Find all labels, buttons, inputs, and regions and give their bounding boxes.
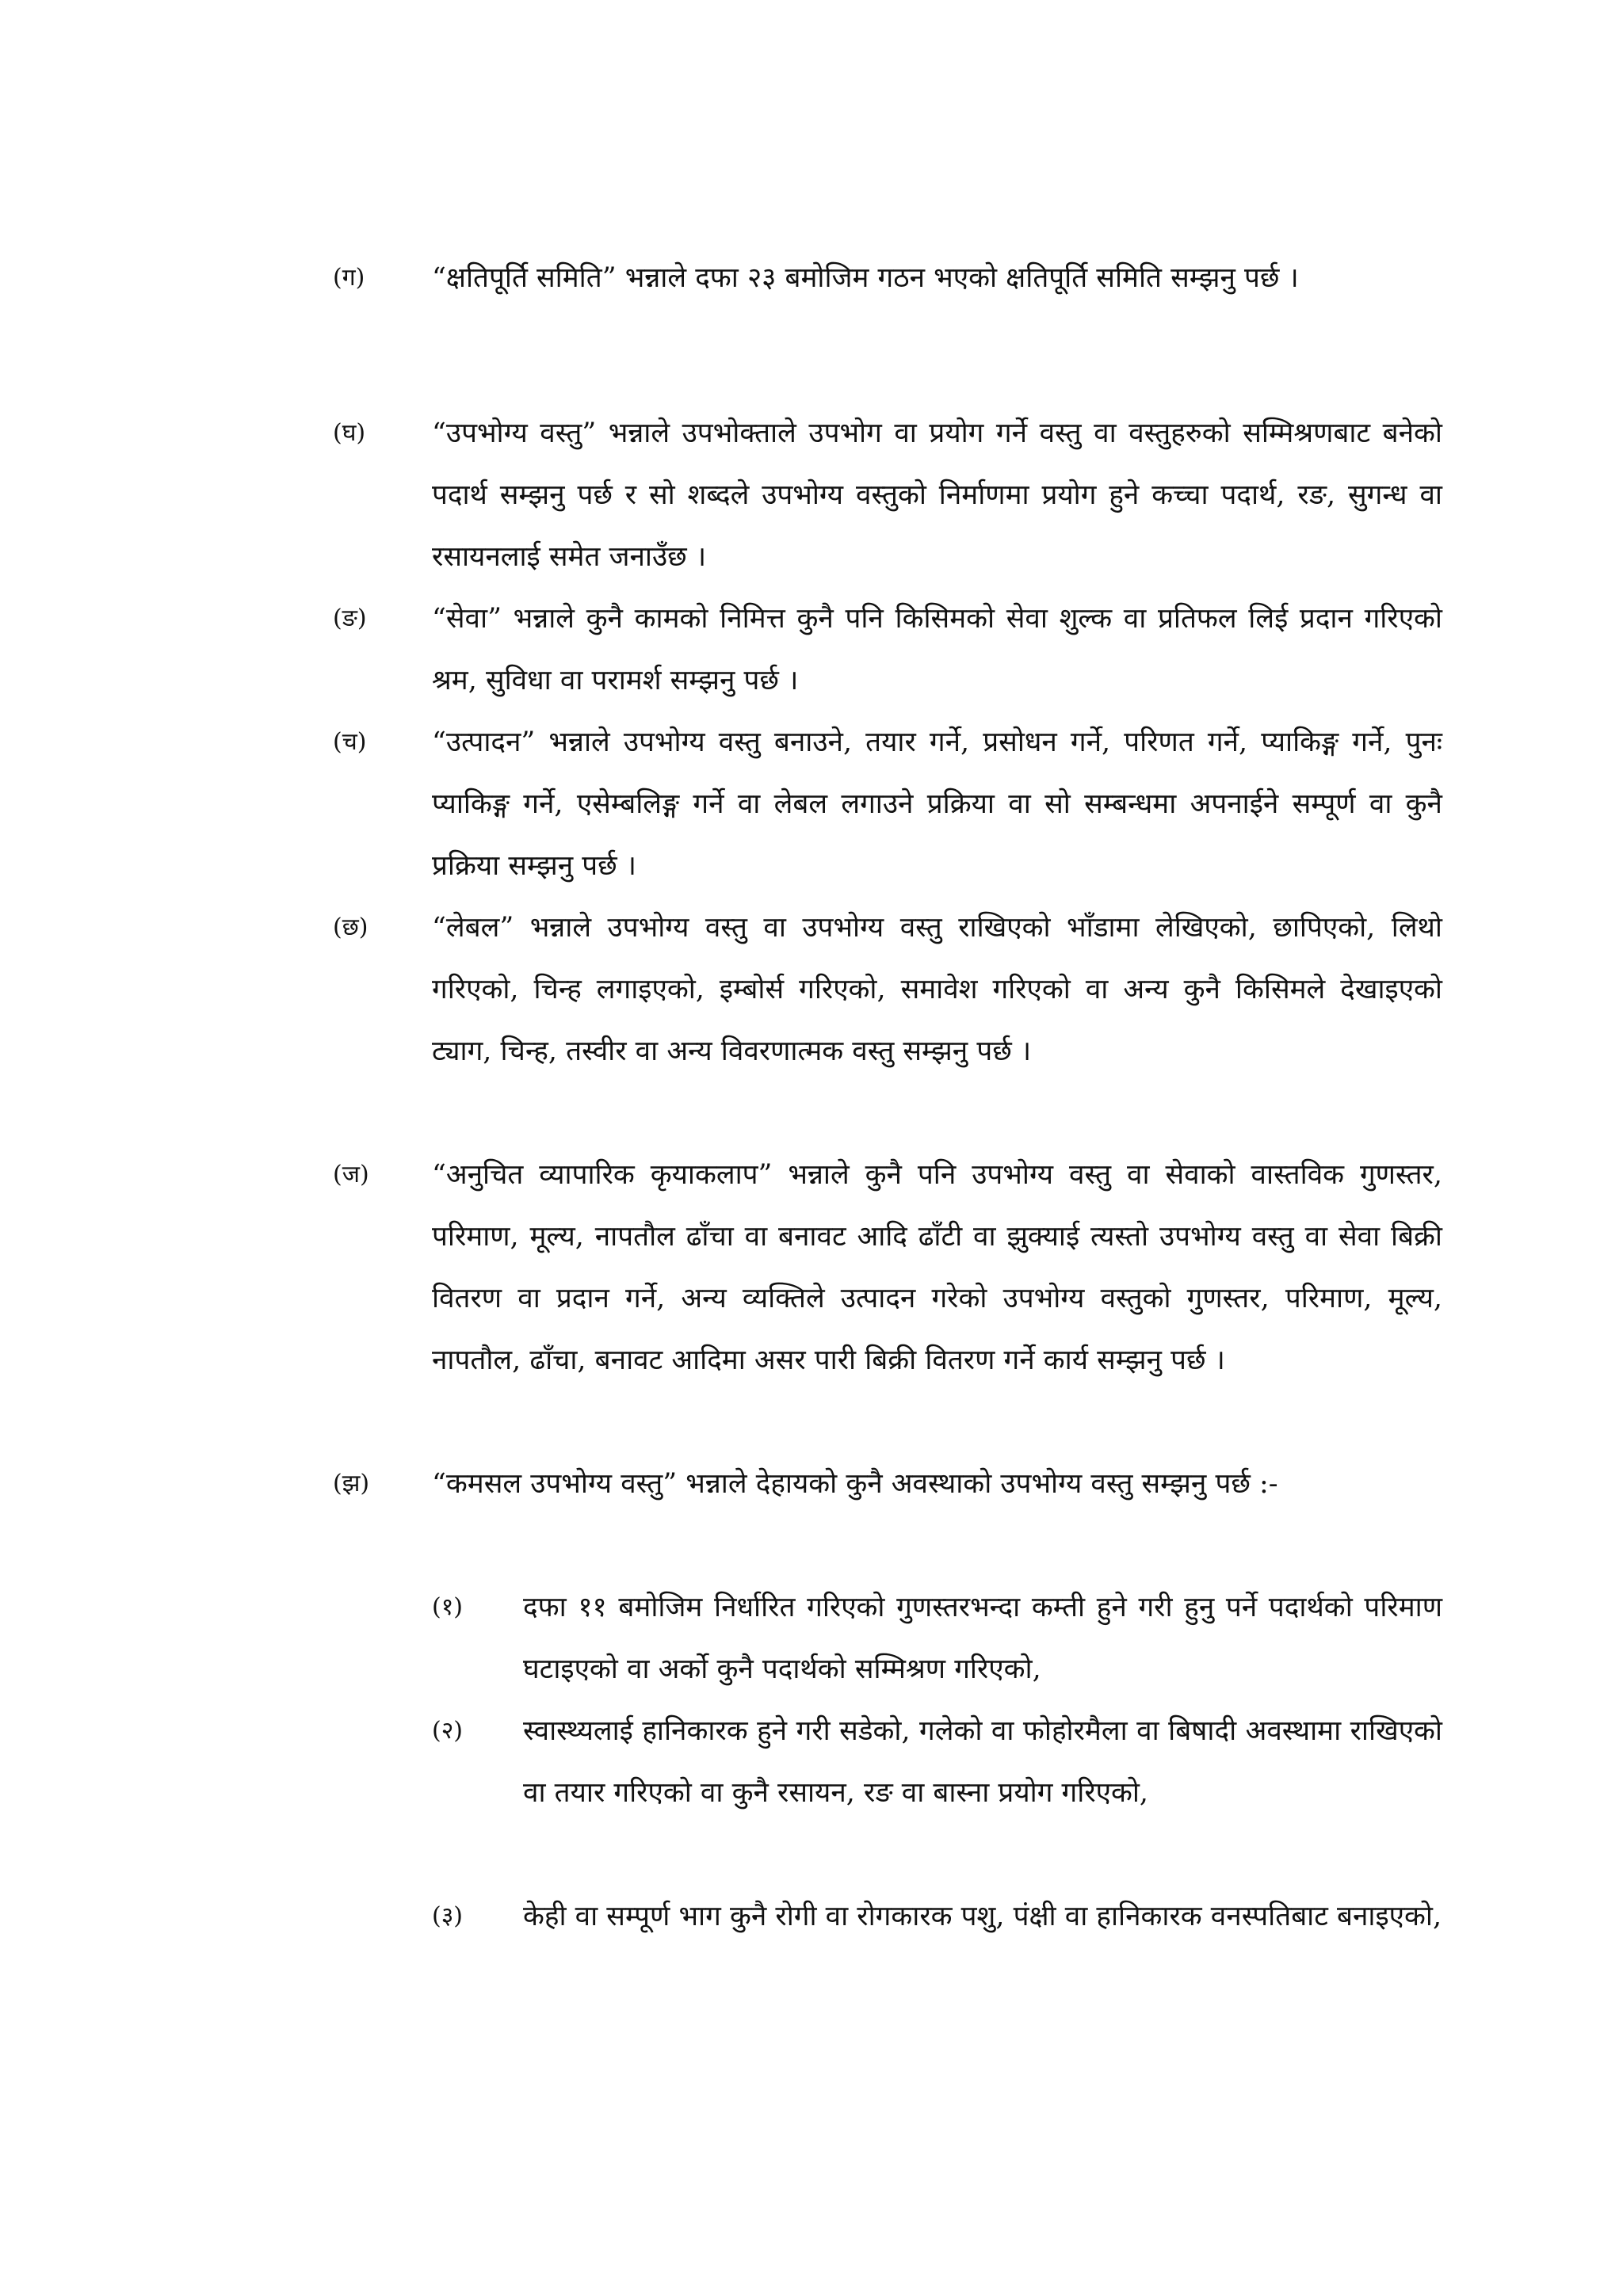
clause-text: “उपभोग्य वस्तु” भन्नाले उपभोक्ताले उपभोग वा प्रयोग गर्ने वस्तु वा वस्तुहरुको सम्मिश्रणबाट बनेको पदार्थ सम्झनु पर्छ र सो शब्दले उपभोग्य वस्तुको निर्माणमा प्रयोग हुने कच्चा पदार्थ, रङ, सुगन्ध वा रसायनलाई समेत जनाउँछ । bbox=[432, 418, 1442, 573]
clause-marker: (झ) bbox=[333, 1470, 370, 1497]
subclause-marker: (३) bbox=[432, 1902, 464, 1930]
subclause-1 bbox=[432, 1577, 1442, 1700]
clause-marker: (ग) bbox=[333, 264, 365, 292]
clause-cha bbox=[333, 711, 1442, 897]
clause-ja bbox=[333, 1144, 1442, 1391]
subclause-2 bbox=[432, 1700, 1442, 1824]
clause-marker: (घ) bbox=[333, 419, 366, 447]
clause-marker: (च) bbox=[333, 728, 367, 756]
clause-nga bbox=[333, 588, 1442, 711]
clause-gha bbox=[333, 402, 1442, 588]
clause-marker: (ज) bbox=[333, 1161, 369, 1188]
clause-marker: (ङ) bbox=[333, 605, 367, 632]
clause-text: “कमसल उपभोग्य वस्तु” भन्नाले देहायको कुनै अवस्थाको उपभोग्य वस्तु सम्झनु पर्छ :- bbox=[432, 1468, 1278, 1500]
clause-chha bbox=[333, 897, 1442, 1082]
subclause-marker: (१) bbox=[432, 1593, 464, 1621]
subclause-text: केही वा सम्पूर्ण भाग कुनै रोगी वा रोगकारक पशु, पंक्षी वा हानिकारक वनस्पतिबाट बनाइएको, bbox=[523, 1901, 1442, 1932]
clause-text: “उत्पादन” भन्नाले उपभोग्य वस्तु बनाउने, तयार गर्ने, प्रसोधन गर्ने, परिणत गर्ने, प्याकिङ्ग गर्ने, पुनः प्याकिङ्ग गर्ने, एसेम्बलिङ्ग गर्ने वा लेबल लगाउने प्रक्रिया वा सो सम्बन्धमा अपनाईने सम्पूर्ण वा कुनै प्रक्रिया सम्झनु पर्छ । bbox=[432, 727, 1442, 882]
subclause-3 bbox=[432, 1886, 1442, 1947]
subclause-marker: (२) bbox=[432, 1717, 464, 1745]
clause-ga bbox=[333, 247, 1442, 309]
clause-text: “सेवा” भन्नाले कुनै कामको निमित्त कुनै पनि किसिमको सेवा शुल्क वा प्रतिफल लिई प्रदान गरिएको श्रम, सुविधा वा परामर्श सम्झनु पर्छ । bbox=[432, 603, 1442, 696]
subclause-text: स्वास्थ्यलाई हानिकारक हुने गरी सडेको, गलेको वा फोहोरमैला वा बिषादी अवस्थामा राखिएको वा तयार गरिएको वा कुनै रसायन, रङ वा बास्ना प्रयोग गरिएको, bbox=[523, 1715, 1442, 1809]
clause-jha bbox=[333, 1453, 1442, 1515]
clause-marker: (छ) bbox=[333, 913, 369, 941]
clause-text: “लेबल” भन्नाले उपभोग्य वस्तु वा उपभोग्य वस्तु राखिएको भाँडामा लेखिएको, छापिएको, लिथो गरिएको, चिन्ह लगाइएको, इम्बोर्स गरिएको, समावेश गरिएको वा अन्य कुनै किसिमले देखाइएको ट्याग, चिन्ह, तस्वीर वा अन्य विवरणात्मक वस्तु सम्झनु पर्छ । bbox=[432, 912, 1442, 1067]
clause-text: “क्षतिपूर्ति समिति” भन्नाले दफा २३ बमोजिम गठन भएको क्षतिपूर्ति समिति सम्झनु पर्छ । bbox=[432, 262, 1299, 294]
subclause-text: दफा ११ बमोजिम निर्धारित गरिएको गुणस्तरभन्दा कम्ती हुने गरी हुनु पर्ने पदार्थको परिमाण घटाइएको वा अर्को कुनै पदार्थको सम्मिश्रण गरिएको, bbox=[523, 1592, 1442, 1685]
clause-text: “अनुचित व्यापारिक कृयाकलाप” भन्नाले कुनै पनि उपभोग्य वस्तु वा सेवाको वास्तविक गुणस्तर, परिमाण, मूल्य, नापतौल ढाँचा वा बनावट आदि ढाँटी वा झुक्याई त्यस्तो उपभोग्य वस्तु वा सेवा बिक्री वितरण वा प्रदान गर्ने, अन्य व्यक्तिले उत्पादन गरेको उपभोग्य वस्तुको गुणस्तर, परिमाण, मूल्य, नापतौल, ढाँचा, बनावट आदिमा असर पारी बिक्री वितरण गर्ने कार्य सम्झनु पर्छ । bbox=[432, 1159, 1442, 1376]
